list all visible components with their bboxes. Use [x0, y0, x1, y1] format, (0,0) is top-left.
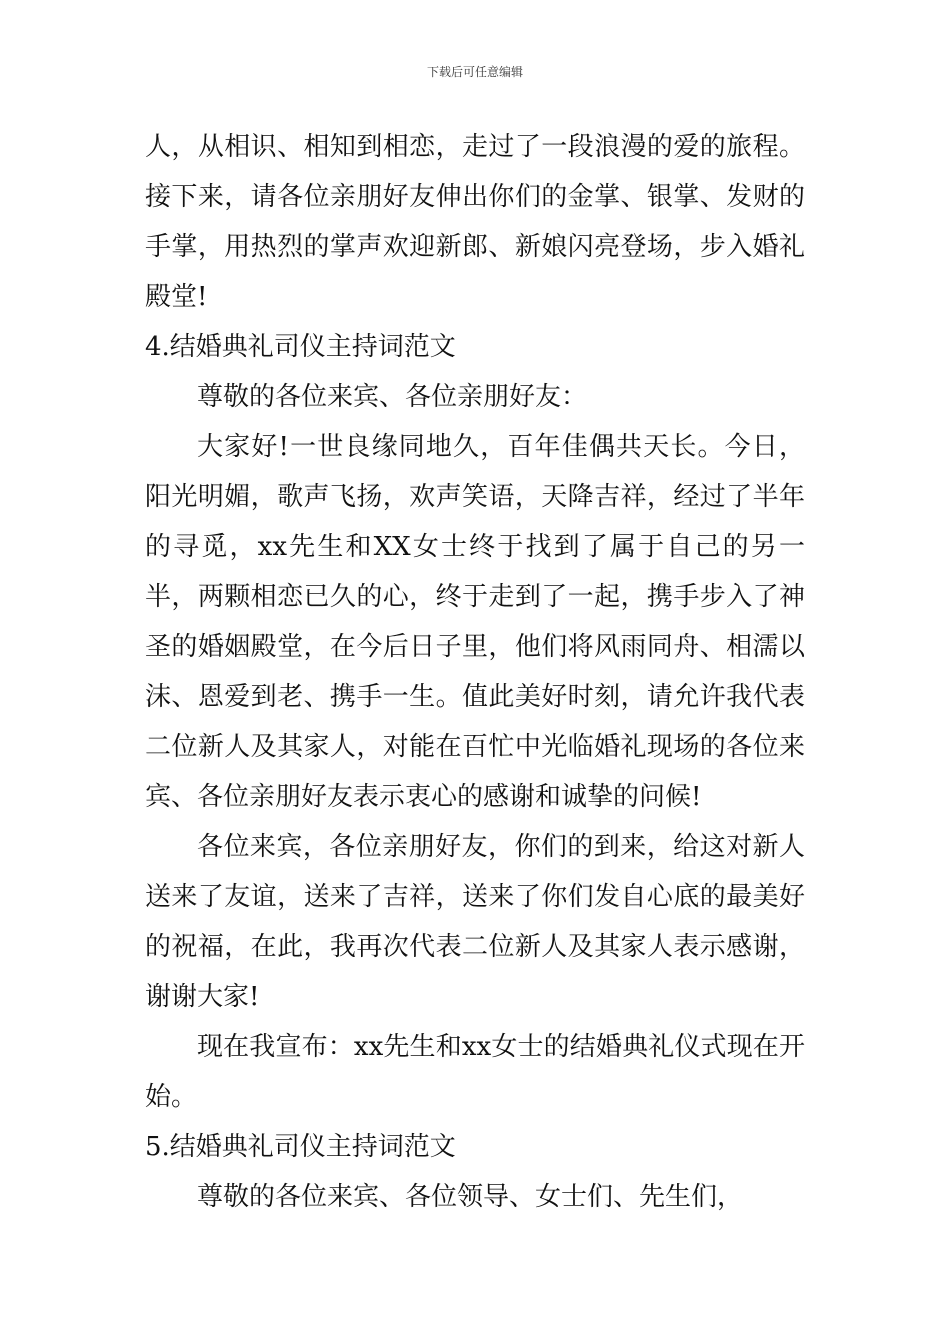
paragraph-greeting: 大家好!一世良缘同地久，百年佳偶共天长。今日，阳光明媚，歌声飞扬，欢声笑语，天降吉祥，经过了半年的寻觅，xx先生和XX女士终于找到了属于自己的另一半，两颗相恋已久的心，终于走到了一起，携手步入了神圣的婚姻殿堂，在今后日子里，他们将风雨同舟、相濡以沫、恩爱到老、携手一生。值此美好时刻，请允许我代表二位新人及其家人，对能在百忙中光临婚礼现场的各位来宾、各位亲朋好友表示衷心的感谢和诚挚的问候! [145, 432, 805, 812]
section-heading-4: 4.结婚典礼司仪主持词范文 [145, 332, 456, 362]
paragraph-salutation: 尊敬的各位来宾、各位亲朋好友： [197, 382, 588, 412]
paragraph-salutation-2: 尊敬的各位来宾、各位领导、女士们、先生们， [197, 1182, 744, 1212]
paragraph-announcement: 现在我宣布：xx先生和xx女士的结婚典礼仪式现在开始。 [145, 1032, 805, 1112]
section-heading-5: 5.结婚典礼司仪主持词范文 [145, 1132, 456, 1162]
page-header: 下载后可任意编辑 [426, 65, 523, 79]
paragraph-thanks: 各位来宾，各位亲朋好友，你们的到来，给这对新人送来了友谊，送来了吉祥，送来了你们发自心底的最美好的祝福，在此，我再次代表二位新人及其家人表示感谢，谢谢大家! [145, 832, 805, 1012]
paragraph-continuation: 人，从相识、相知到相恋，走过了一段浪漫的爱的旅程。接下来，请各位亲朋好友伸出你们的金掌、银掌、发财的手掌，用热烈的掌声欢迎新郎、新娘闪亮登场，步入婚礼殿堂! [145, 132, 805, 312]
document-body [145, 122, 805, 1222]
